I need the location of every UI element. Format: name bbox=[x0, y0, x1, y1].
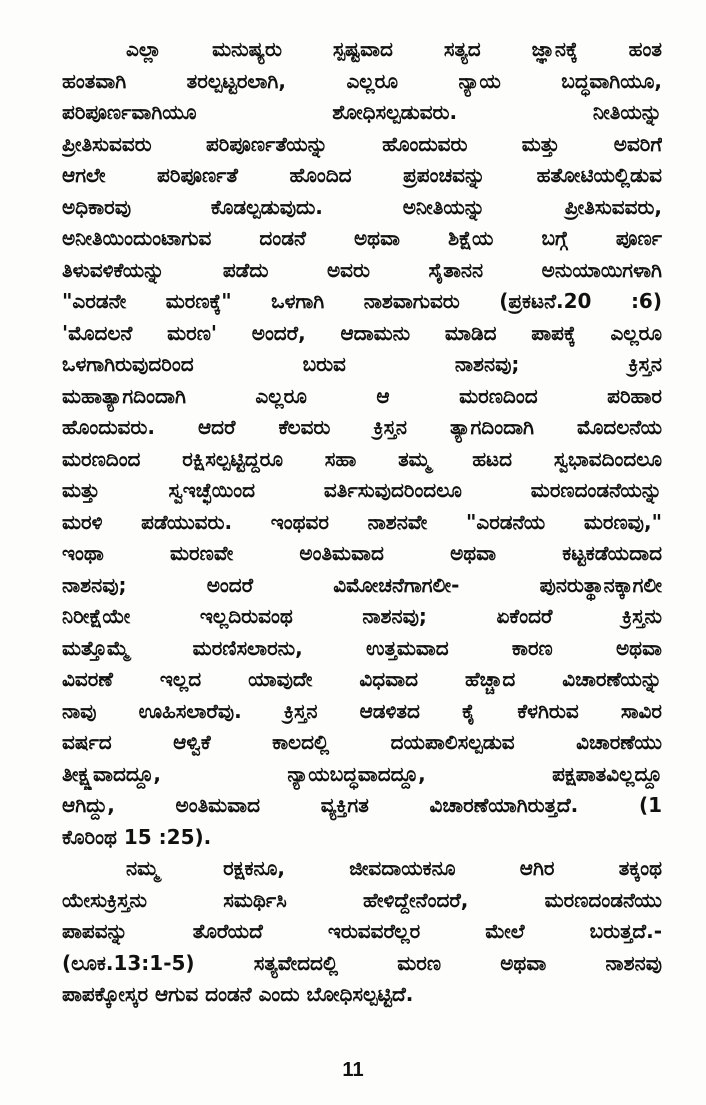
text-line: ಪಾಪವನ್ನು ತೊರೆಯದೆ ಇರುವವರೆಲ್ಲರ ಮೇಲೆ ಬರುತ್ತದೆ.- bbox=[62, 919, 662, 943]
text-line: ಹಂತವಾಗಿ ತರಲ್ಪಟ್ಟರಲಾಗಿ, ಎಲ್ಲರೂ ನ್ಯಾಯ ಬದ್ಧವಾಗಿಯೂ, bbox=[62, 68, 662, 93]
text-line: (ಲೂಕ.13:1-5) ಸತ್ಯವೇದದಲ್ಲಿ ಮರಣ ಅಥವಾ ನಾಶನವು bbox=[62, 950, 662, 975]
paragraph-2 bbox=[62, 853, 662, 1011]
text-line: ಎಲ್ಲಾ ಮನುಷ್ಯರು ಸ್ಪಷ್ಟವಾದ ಸತ್ಯದ ಜ್ಞಾನಕ್ಕೆ ಹಂತ bbox=[126, 37, 662, 61]
text-line: ಆಗಿದ್ದು, ಅಂತಿಮವಾದ ವ್ಯಕ್ತಿಗತ ವಿಚಾರಣೆಯಾಗಿರುತ್ತದೆ. (1 bbox=[62, 793, 662, 817]
text-line: ವಿವರಣೆ ಇಲ್ಲದ ಯಾವುದೇ ವಿಧವಾದ ಹೆಚ್ಚಾದ ವಿಚಾರಣೆಯನ್ನು bbox=[62, 667, 662, 691]
text-line: ಅಧಿಕಾರವು ಕೊಡಲ್ಪಡುವುದು. ಅನೀತಿಯನ್ನು ಪ್ರೀತಿಸುವವರು, bbox=[62, 194, 662, 219]
text-line: ಇಂಥಾ ಮರಣವೇ ಅಂತಿಮವಾದ ಅಥವಾ ಕಟ್ಟಕಡೆಯದಾದ bbox=[62, 541, 662, 565]
text-line: ಆಗಲೇ ಪರಿಪೂರ್ಣತೆ ಹೊಂದಿದ ಪ್ರಪಂಚವನ್ನು ಹತೋಟಿಯಲ್ಲಿಡುವ bbox=[62, 163, 662, 187]
text-line: ತಿಳುವಳಿಕೆಯನ್ನು ಪಡೆದು ಅವರು ಸೈತಾನನ ಅನುಯಾಯಿಗಳಾಗಿ bbox=[62, 257, 662, 282]
text-line: ತೀಕ್ಷ್ಣವಾದದ್ದೂ, ನ್ಯಾಯಬದ್ಧವಾದದ್ದೂ, ಪಕ್ಷಪಾತವಿಲ್ಲದ್ದೂ bbox=[62, 761, 662, 786]
text-line: ಒಳಗಾಗಿರುವುದರಿಂದ ಬರುವ ನಾಶನವು; ಕ್ರಿಸ್ತನ bbox=[62, 352, 662, 376]
text-line: ಮಹಾತ್ಯಾಗದಿಂದಾಗಿ ಎಲ್ಲರೂ ಆ ಮರಣದಿಂದ ಪರಿಹಾರ bbox=[62, 383, 662, 408]
text-line: ಪರಿಪೂರ್ಣವಾಗಿಯೂ ಶೋಧಿಸಲ್ಪಡುವರು. ನೀತಿಯನ್ನು bbox=[62, 100, 662, 124]
text-line: ಪಾಪಕ್ಕೋಸ್ಕರ ಆಗುವ ದಂಡನೆ ಎಂದು ಬೋಧಿಸಲ್ಪಟ್ಟಿದೆ. bbox=[62, 982, 414, 1006]
text-line: ಕೊರಿಂಥ 15 :25). bbox=[62, 824, 212, 849]
text-line: ಮರಳಿ ಪಡೆಯುವರು. ಇಂಥವರ ನಾಶನವೇ "ಎರಡನೆಯ ಮರಣವು," bbox=[62, 509, 662, 534]
text-line: ನಾಶನವು; ಅಂದರೆ ವಿಮೋಚನೆಗಾಗಲೀ- ಪುನರುತ್ಥಾನಕ್ಕಾಗಲೀ bbox=[62, 572, 662, 597]
text-line: "ಎರಡನೇ ಮರಣಕ್ಕೆ" ಒಳಗಾಗಿ ನಾಶವಾಗುವರು (ಪ್ರಕಟನೆ.20 :6) bbox=[62, 289, 662, 313]
text-line: ಹೊಂದುವರು. ಆದರೆ ಕೆಲವರು ಕ್ರಿಸ್ತನ ತ್ಯಾಗದಿಂದಾಗಿ ಮೊದಲನೆಯ bbox=[62, 415, 662, 439]
text-line: ಮತ್ತು ಸ್ವಇಚ್ಛೆಯಿಂದ ವರ್ತಿಸುವುದರಿಂದಲೂ ಮರಣದಂಡನೆಯನ್ನು bbox=[62, 478, 662, 502]
text-line: 'ಮೊದಲನೆ ಮರಣ' ಅಂದರೆ, ಆದಾಮನು ಮಾಡಿದ ಪಾಪಕ್ಕೆ ಎಲ್ಲರೂ bbox=[62, 320, 662, 345]
text-line: ನಾವು ಊಹಿಸಲಾರೆವು. ಕ್ರಿಸ್ತನ ಆಡಳಿತದ ಕೈ ಕೆಳಗಿರುವ ಸಾವಿರ bbox=[62, 698, 662, 723]
text-line: ಮರಣದಿಂದ ರಕ್ಷಿಸಲ್ಪಟ್ಟಿದ್ದರೂ ಸಹಾ ತಮ್ಮ ಹಟದ ಸ್ವಭಾವದಿಂದಲೂ bbox=[62, 446, 662, 471]
text-line: ಮತ್ತೊಮ್ಮೆ ಮರಣಿಸಲಾರನು, ಉತ್ತಮವಾದ ಕಾರಣ ಅಥವಾ bbox=[62, 635, 662, 660]
text-line: ಪ್ರೀತಿಸುವವರು ಪರಿಪೂರ್ಣತೆಯನ್ನು ಹೊಂದುವರು ಮತ್ತು ಅವರಿಗೆ bbox=[62, 131, 662, 156]
text-line: ವರ್ಷದ ಆಳ್ವಿಕೆ ಕಾಲದಲ್ಲಿ ದಯಪಾಲಿಸಲ್ಪಡುವ ವಿಚಾರಣೆಯು bbox=[62, 730, 662, 754]
page-number: 11 bbox=[342, 1059, 364, 1081]
text-line: ನಮ್ಮ ರಕ್ಷಕನೂ, ಜೀವದಾಯಕನೂ ಆಗಿರ ತಕ್ಕಂಥ bbox=[126, 856, 662, 880]
text-line: ನಿರೀಕ್ಷೆಯೇ ಇಲ್ಲದಿರುವಂಥ ನಾಶನವು; ಏಕೆಂದರೆ ಕ್ರಿಸ್ತನು bbox=[62, 604, 662, 628]
body-text bbox=[62, 34, 662, 1011]
text-line: ಯೇಸುಕ್ರಿಸ್ತನು ಸಮರ್ಥಿಸಿ ಹೇಳಿದ್ದೇನೆಂದರೆ, ಮರಣದಂಡನೆಯು bbox=[62, 887, 662, 912]
text-line: ಅನೀತಿಯಿಂದುಂಟಾಗುವ ದಂಡನೆ ಅಥವಾ ಶಿಕ್ಷೆಯ ಬಗ್ಗೆ ಪೂರ್ಣ bbox=[62, 226, 662, 250]
paragraph-1 bbox=[62, 34, 662, 853]
